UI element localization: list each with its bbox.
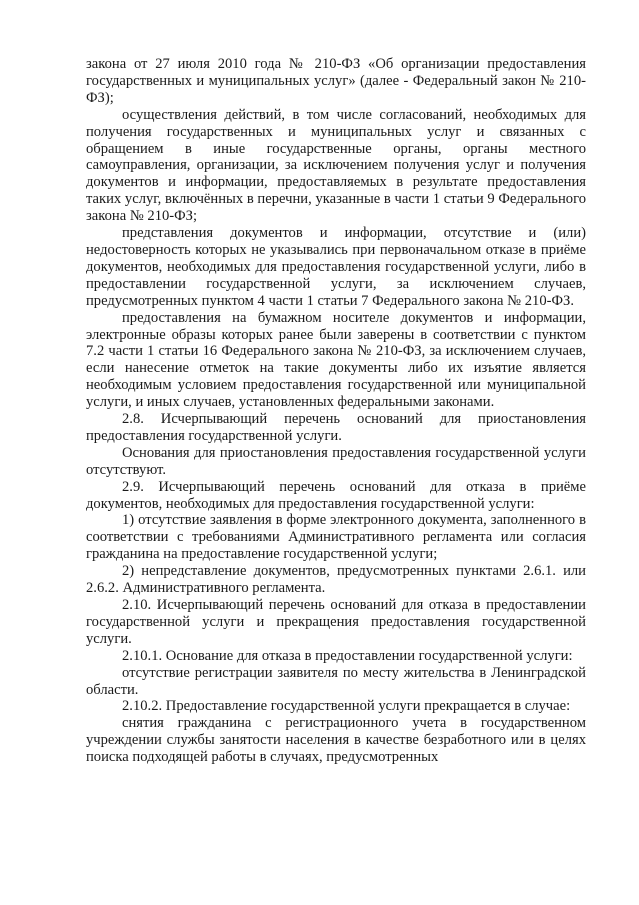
- paragraph: представления документов и информации, отсутствие и (или) недостоверность которых не указывались при первоначальном отказе в приёме документов, необходимых для предоставления государственной услуги, либо в предоставлении государственной услуги, за исключением случаев, предусмотренных пунктом 4 части 1 статьи 7 Федерального закона № 210-ФЗ.: [86, 225, 586, 309]
- paragraph: отсутствие регистрации заявителя по месту жительства в Ленинградской области.: [86, 664, 586, 698]
- section-2-9-heading: 2.9. Исчерпывающий перечень оснований для отказа в приёме документов, необходимых для предоставления государственной услуги:: [86, 478, 586, 512]
- list-item: 2) непредставление документов, предусмотренных пунктами 2.6.1. или 2.6.2. Административного регламента.: [86, 563, 586, 597]
- section-2-10-2-heading: 2.10.2. Предоставление государственной услуги прекращается в случае:: [122, 698, 571, 715]
- paragraph: закона от 27 июля 2010 года № 210-ФЗ «Об организации предоставления государственных и муниципальных услуг» (далее - Федеральный закон № 210-ФЗ);: [86, 56, 586, 106]
- section-2-10-1-heading: 2.10.1. Основание для отказа в предоставлении государственной услуги:: [122, 647, 573, 664]
- paragraph: осуществления действий, в том числе согласований, необходимых для получения государственных и муниципальных услуг и связанных с обращением в иные государственные органы, органы местного самоуправления, организации, за исключением получения услуг и получения документов и информации, предоставляемых в результате предоставления таких услуг, включённых в перечни, указанные в части 1 статьи 9 Федерального закона № 210-ФЗ;: [86, 106, 586, 225]
- list-item: 1) отсутствие заявления в форме электронного документа, заполненного в соответствии с требованиями Административного регламента или согласия гражданина на предоставление государственной услуги;: [86, 512, 586, 563]
- section-2-8-heading: 2.8. Исчерпывающий перечень оснований для приостановления предоставления государственной услуги.: [86, 411, 586, 444]
- paragraph: предоставления на бумажном носителе документов и информации, электронные образы которых ранее были заверены в соответствии с пунктом 7.2 части 1 статьи 16 Федерального закона № 210-ФЗ, за исключением случаев, если нанесение отметок на такие документы либо их изъятие является необходимым условием предоставления государственной или муниципальной услуги, и иных случаев, установленных федеральными законами.: [86, 309, 586, 411]
- paragraph: снятия гражданина с регистрационного учета в государственном учреждении службы занятости населения в качестве безработного или в целях поиска подходящей работы в случаях, предусмотренных: [86, 715, 586, 766]
- paragraph: Основания для приостановления предоставления государственной услуги отсутствуют.: [86, 444, 586, 478]
- section-2-10-heading: 2.10. Исчерпывающий перечень оснований для отказа в предоставлении государственной услуги и прекращения предоставления государственной услуги.: [86, 597, 586, 647]
- document-body: [86, 56, 586, 766]
